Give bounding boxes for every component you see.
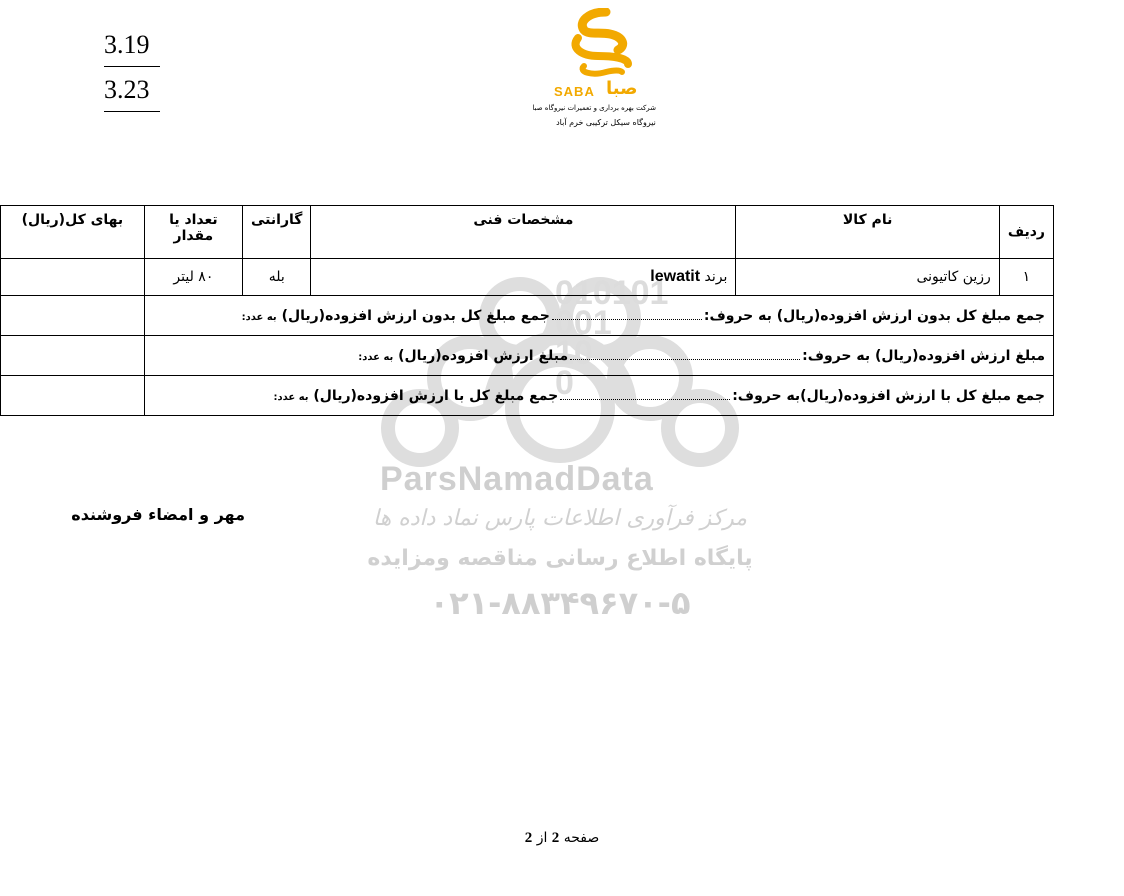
saba-emblem-icon	[548, 8, 658, 88]
watermark-phone: ۰۲۱-۸۸۳۴۹۶۷۰-۵	[429, 584, 691, 622]
header-item-name: نام کالا	[736, 206, 999, 259]
logo-brand-latin: SABA	[554, 84, 595, 99]
dotted-line	[552, 315, 702, 320]
header-spec: مشخصات فنی	[311, 206, 736, 259]
sum-label: جمع مبلغ کل با ارزش افزوده(ریال)به حروف:	[732, 387, 1045, 404]
page-footer	[0, 830, 1124, 847]
watermark-brand: ParsNamadData	[380, 460, 654, 498]
logo-company-line: شرکت بهره برداری و تعمیرات نیروگاه صبا	[532, 104, 656, 112]
watermark-subtitle: پایگاه اطلاع رسانی مناقصه ومزایده	[367, 546, 753, 571]
document-codes	[104, 28, 160, 118]
sum-suffix: به عدد:	[358, 351, 394, 363]
code-line-2: 3.23	[104, 73, 160, 112]
footer-prefix: صفحه	[563, 830, 600, 846]
items-table	[0, 205, 1054, 416]
dotted-line	[560, 395, 730, 400]
footer-of: از	[536, 830, 548, 846]
vat-amount-value	[1, 336, 145, 376]
sum-row-vat	[1, 336, 1054, 376]
cell-quantity: ۸۰ لیتر	[144, 259, 242, 296]
header-total-price: بهای کل(ریال)	[1, 206, 145, 259]
watermark-binary: 010101 001 10 0	[555, 274, 669, 402]
header-guarantee: گارانتی	[243, 206, 311, 259]
cell-item-name: رزین کاتیونی	[736, 259, 999, 296]
sum-suffix: به عدد:	[241, 311, 277, 323]
saba-logo	[532, 8, 658, 130]
sum-with-vat-value	[1, 376, 145, 416]
cell-row-number: ۱	[999, 259, 1053, 296]
cell-guarantee: بله	[243, 259, 311, 296]
table-row	[1, 259, 1054, 296]
sum-label: مبلغ ارزش افزوده(ریال) به حروف:	[802, 347, 1045, 364]
dotted-line	[570, 355, 800, 360]
logo-brand-persian: صبا	[606, 78, 638, 99]
sum-row-without-vat	[1, 296, 1054, 336]
sum-label-2: جمع مبلغ کل با ارزش افزوده(ریال)	[313, 387, 559, 404]
sum-without-vat-text	[144, 296, 1053, 336]
header-quantity: تعداد یا مقدار	[144, 206, 242, 259]
footer-page: 2	[551, 830, 560, 846]
sum-with-vat-text	[144, 376, 1053, 416]
table-header-row	[1, 206, 1054, 259]
seller-seal-label: مهر و امضاء فروشنده	[71, 505, 245, 524]
watermark-tagline: مرکز فرآوری اطلاعات پارس نماد داده ها	[372, 506, 748, 531]
cell-spec	[311, 259, 736, 296]
sum-label-2: مبلغ ارزش افزوده(ریال)	[398, 347, 569, 364]
sum-without-vat-value	[1, 296, 145, 336]
sum-label-2: جمع مبلغ کل بدون ارزش افزوده(ریال)	[281, 307, 550, 324]
header-row-number: ردیف	[999, 206, 1053, 259]
sum-suffix: به عدد:	[273, 391, 309, 403]
spec-prefix: برند	[704, 269, 728, 285]
cell-total-price	[1, 259, 145, 296]
footer-total: 2	[524, 830, 533, 846]
sum-label: جمع مبلغ کل بدون ارزش افزوده(ریال) به حروف:	[703, 307, 1045, 324]
sum-row-with-vat	[1, 376, 1054, 416]
logo-plant-line: نیروگاه سیکل ترکیبی خرم آباد	[556, 118, 656, 127]
spec-brand: lewatit	[650, 268, 701, 285]
code-line-1: 3.19	[104, 28, 160, 67]
vat-amount-text	[144, 336, 1053, 376]
